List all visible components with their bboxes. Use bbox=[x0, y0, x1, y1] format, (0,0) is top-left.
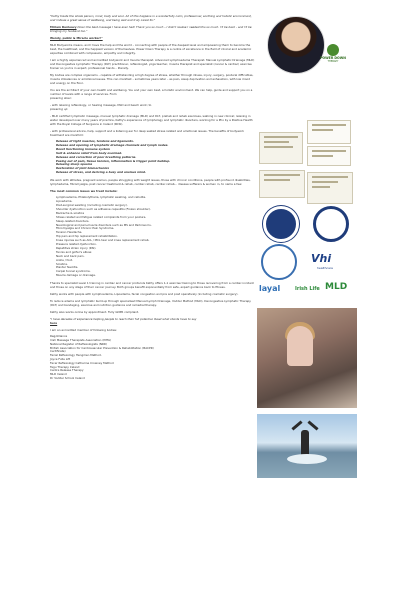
layal-logo: layal bbox=[259, 284, 281, 293]
list-item: Certificate) bbox=[50, 349, 66, 354]
about-p12: To reduce edema and lymphatic build-up through specialised Manual Lymph Drainage, Vodder Method (MLD), Decongestive Lymphatic Therapy (DLT) and bandaging, exercise and nutrition guidance and remedial therapy. bbox=[50, 299, 251, 308]
about-p10: Thanks to specialist Level 1 training in cardiac and cancer protocols Kathy offers 1-1 exercise training to those recovering from a cardiac incident and those on any stage of their cancer journey. Both groups benefit exponentially from safe, expert guidance back to fitness. bbox=[50, 281, 254, 290]
leaf-icon bbox=[327, 44, 339, 56]
list-item: Tennis and golfer's elbow. bbox=[56, 249, 92, 254]
list-item: Lipoedema. bbox=[56, 199, 73, 204]
list-item: Release of tight muscles, tendons and ligaments. bbox=[56, 139, 134, 143]
list-item: Sleep-related disorders. bbox=[56, 218, 90, 223]
accreditations-list bbox=[50, 335, 255, 381]
irish-life-logo: Irish Life bbox=[295, 286, 320, 292]
testimonial-2 bbox=[50, 25, 255, 33]
list-item: Backache & sciatica bbox=[56, 210, 85, 215]
about-p14: "I have decades of experience helping people to reach their full potential. Read what clients have to say bbox=[50, 317, 197, 322]
list-item: Repetitive strain injury (RSI). bbox=[56, 245, 97, 250]
power-down-logo bbox=[315, 44, 351, 68]
about-p3: My bodies are complex organisms - capable of withstanding a high degree of stress, whether through illness, injury, surgery, postural difficulties, muscle imbalances or emotional issues. This can manifest – sometimes years later – as pain, sleep deprivation and exhaustion, with low mood and energy on the floor. bbox=[50, 73, 254, 85]
list-item: Fibromyalgia and Chronic Pain Syndrome. bbox=[56, 226, 115, 231]
list-item: Restoration of joint biomechanics bbox=[56, 166, 110, 171]
association-badge-icon bbox=[263, 206, 299, 242]
list-item: Release of stress, and deriving a busy and anxious mind. bbox=[56, 170, 147, 175]
testimonials-link[interactable]: here bbox=[50, 321, 58, 326]
about-p1: MLD Bodyworks means, and I have the help and the world – connecting with people of the deepest level and empowering them to become the best, the healthiest, and the happiest version of themselves. Power Down Therapy is a centre of excellence in the field of clinical and academic expertise combined with compassion, empathy and integrity. bbox=[50, 43, 252, 55]
certificate-image bbox=[307, 146, 351, 166]
sea-swim-photo bbox=[257, 414, 357, 478]
about-p4: You are the architect of your own health and wellbeing. You and your own best, a holistic environment. We can help, guide and support you on a number of levels with a range of services. From bbox=[50, 88, 253, 96]
list-item: Ankle / foot. bbox=[56, 257, 73, 262]
about-p2: I am a highly experienced and accredited bodywork and muscle therapist. Advanced Lymphoedema Therapist. Manual Lymphatic Drainage (MLD) and Decongestive Lymphatic Therapy (DLT) practitioner, reflexologist, yoga teacher, muscle therapist and specialist (cancer & cardiac) exercise trainer so you're in expert, professional hands – literally. bbox=[50, 58, 255, 70]
testimonial-2-credit: Wendy, public & Miracle worker!" bbox=[50, 36, 103, 40]
list-item: Stress related and fatigue related complaints from your posture. bbox=[56, 214, 147, 219]
list-item: Dr Vodder School Ireland bbox=[50, 375, 85, 380]
testimonial-1: "Kathy treats the whole person, mind, body and soul. All of this happens in a wonderfully calm, professional, soothing and holistic environment, and imbues a great sense of wellbeing, and being well and truly cared for." bbox=[50, 14, 252, 22]
list-item: Plantar fasciitis. bbox=[56, 265, 79, 270]
hero-portrait bbox=[257, 14, 357, 86]
association-badge-icon bbox=[313, 206, 349, 242]
testimonial-2-text: Down the best massage I have ever had! Thank you so much – I didn't realise I needed this so much. I'll be back - and I'll be bringing my husband too." bbox=[50, 25, 252, 33]
logo-subtext: THERAPY bbox=[327, 60, 339, 63]
list-item: Pressure related dysfunction. bbox=[56, 242, 97, 247]
issues-list bbox=[56, 196, 255, 278]
about-p6: - MLD certified lymphatic massage, manual lymphatic drainage (MLD) and DLT, prehab and rehab exercises, walking in new clinical; relaxing in water developed over many years of practice, Kathy's experience of lymphology and lymphatic disorders, working for a Pho by a Positive Health with the Royal College of Surgeons in Ireland (RCSI). bbox=[50, 114, 253, 126]
list-item: Relaxing sharp spasms bbox=[56, 162, 93, 167]
list-item: Carpal tunnel syndrome. bbox=[56, 269, 91, 274]
list-item: Suit & enhance relief from body overload. bbox=[56, 150, 123, 155]
list-item: Reg/Alliance bbox=[50, 334, 68, 339]
certificate-image bbox=[307, 120, 351, 144]
list-item: British Association for Cardiovascular Prevention & Rehabilitation (BACPR) bbox=[50, 345, 154, 350]
list-item: Boost functioning immune system bbox=[56, 146, 110, 151]
mld-logo: MLD bbox=[325, 282, 348, 292]
list-item: Neck and back pain. bbox=[56, 253, 85, 258]
list-item: Release and correction of poor breathing patterns. bbox=[56, 154, 137, 159]
testimonial-1-credit: Miriam Dunleavy bbox=[50, 25, 77, 29]
about-p15: I am an accredited member of following bodies: bbox=[50, 328, 117, 333]
list-item: Facial Reflexology Hengmen Method. bbox=[50, 353, 102, 358]
list-item: Tension Headache. bbox=[56, 230, 83, 235]
main-content bbox=[50, 14, 255, 381]
certificate-image bbox=[259, 132, 303, 164]
list-item: Post-surgical swelling (including cosmetic surgery). bbox=[56, 202, 128, 207]
about-p7: - with professional advice, help, support and a listening ear for deep seated stress related and emotional issues. The benefits of bodywork treatment are manifold: bbox=[50, 129, 244, 137]
list-item: Centre Release Therapy bbox=[50, 368, 84, 373]
list-item: Tagu Therapy Ireland bbox=[50, 364, 80, 369]
list-item: National Register of Reflexologists (NRR) bbox=[50, 341, 107, 346]
list-item: Release and opening of lymphatic drainage channels and lymph nodes. bbox=[56, 142, 169, 147]
sidebar bbox=[257, 14, 357, 478]
list-item: Knee injuries such as ACL / MCL tear and knee replacement rehab. bbox=[56, 238, 150, 243]
list-item: Muscle damage or drainage. bbox=[56, 273, 96, 278]
certificate-image bbox=[259, 170, 305, 198]
certificate-image bbox=[307, 172, 353, 204]
vhi-subtext: healthcare bbox=[317, 266, 333, 270]
certificates-grid bbox=[257, 132, 357, 302]
list-item: Sciatica. bbox=[56, 261, 68, 266]
list-item: Easing out of pain, tissue tension, inflammation & trigger point buildup. bbox=[56, 158, 171, 163]
issues-heading: The most common issues we treat include: bbox=[50, 189, 118, 194]
about-p8: We work with athletes, pregnant women, people struggling with weight issues, those with chronic conditions, people with profound disabilities, lymphedema, fibromyalgia, post cancer treatment & rehab, cardiac rehab, cardiac rehab... disease sufferers & women in, to name a few. bbox=[50, 178, 251, 187]
list-item: Hip pain and hip replacement rehabilitation. bbox=[56, 234, 118, 239]
vhi-logo: Vhi bbox=[311, 252, 332, 265]
benefits-list bbox=[56, 140, 255, 175]
list-item: Neurological and pain-muscle disorders such as MS and Parkinson's. bbox=[56, 222, 152, 227]
list-item: Shoulder dysfunction such as adhesive capsulitis (Frozen shoulder). bbox=[56, 206, 151, 211]
list-item: Irish Massage Therapists Association (IMTA) bbox=[50, 337, 112, 342]
list-item: Lymphoedema, Phlebolytharia, lymphatic swelling, and cellulite. bbox=[56, 195, 147, 200]
about-p13: Kathy also works online by appointment. Fully GDPR compliant. bbox=[50, 310, 139, 315]
powering-down-label: powering down bbox=[50, 96, 72, 100]
list-item: Joyce Fulle Lift bbox=[50, 356, 71, 361]
association-badge-icon bbox=[261, 244, 297, 280]
list-item: Fecer Reflexology Catherine Crowney Method bbox=[50, 360, 114, 365]
about-p5: - with relaxing reflexology, or healing massage, MLD and beach work; to bbox=[50, 103, 152, 107]
logo-text: POWER DOWN bbox=[320, 56, 346, 60]
powering-up-label: powering up bbox=[50, 107, 68, 111]
child-photo bbox=[257, 308, 357, 408]
about-p11: Kathy works with people with Lymphoedema, Lipoedema, facial congestion and pre and post operatively (including cosmetic surgery). bbox=[50, 292, 239, 297]
list-item: MLD Ireland bbox=[50, 372, 67, 377]
